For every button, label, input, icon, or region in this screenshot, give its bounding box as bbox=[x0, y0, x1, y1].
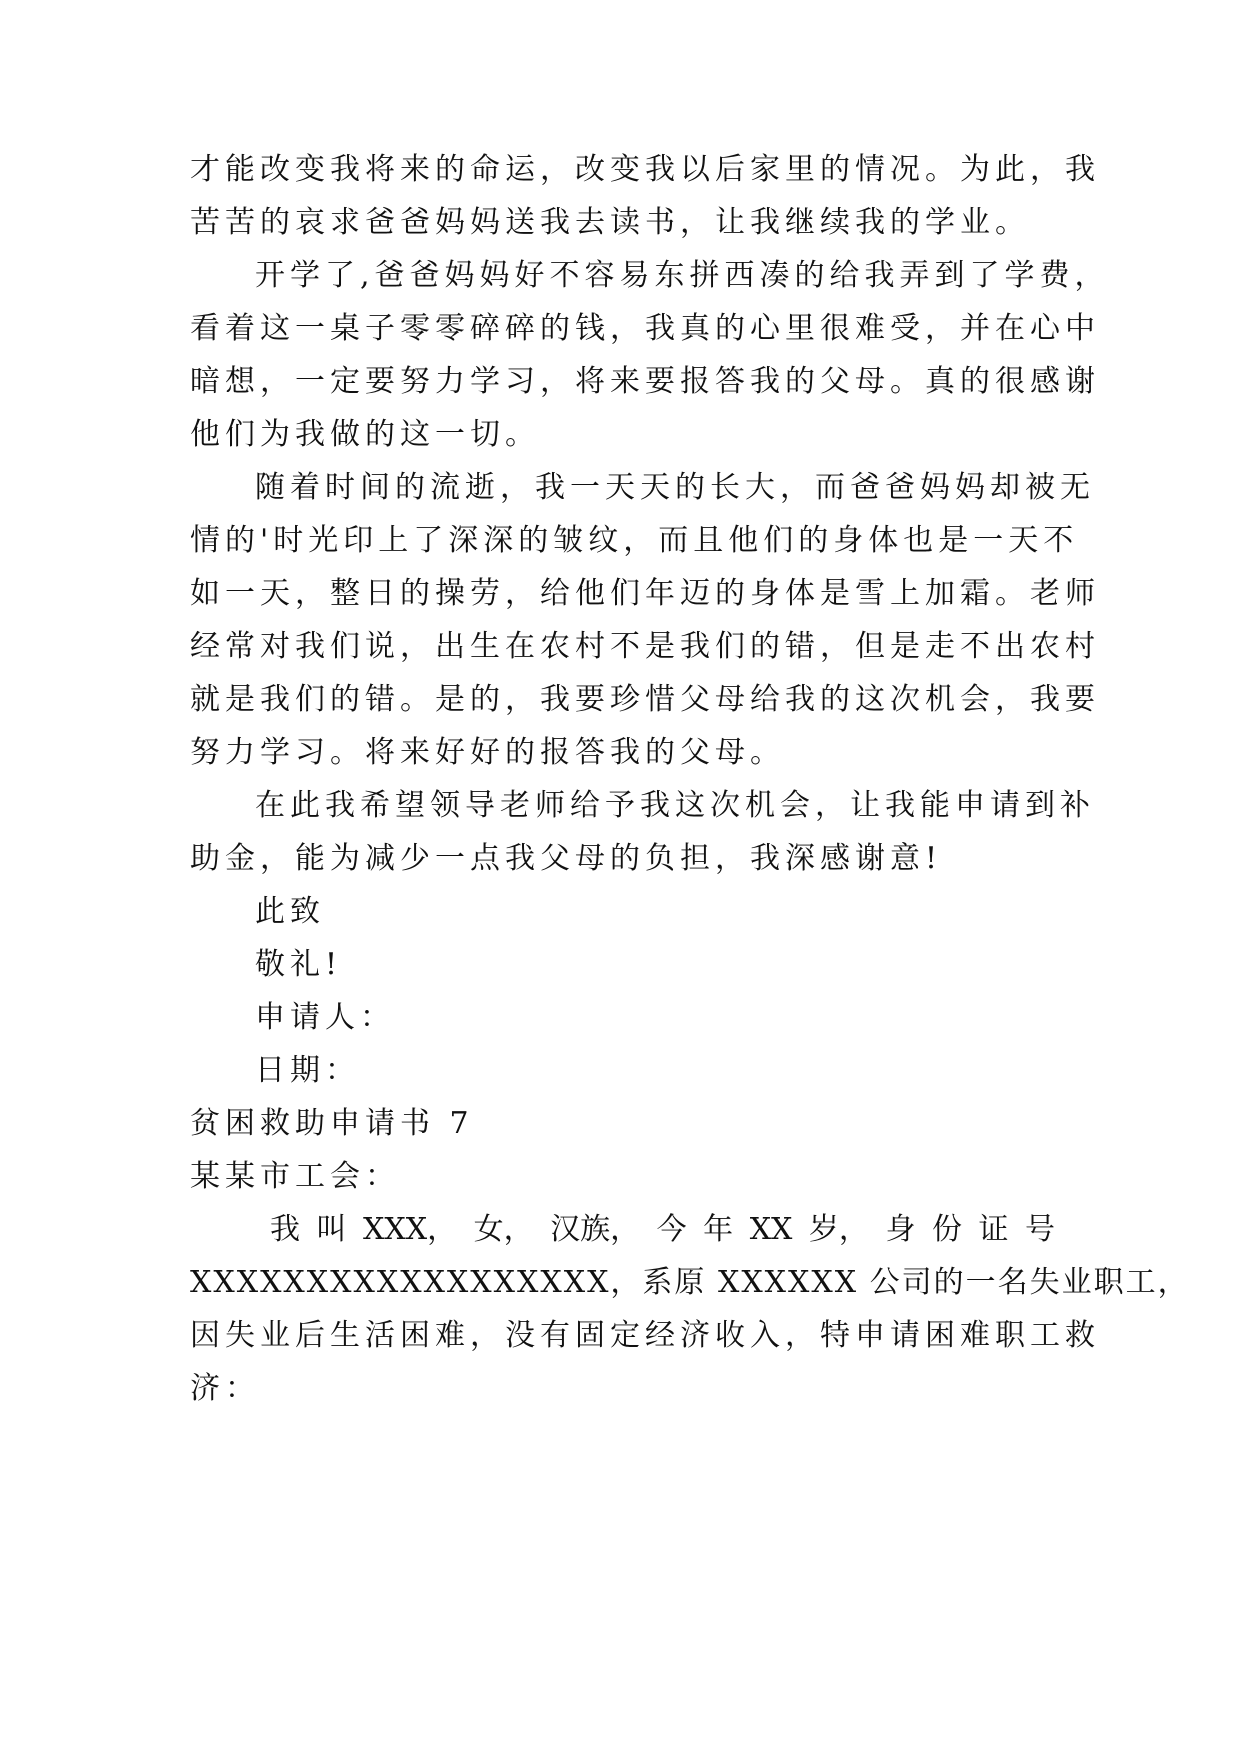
intro-part: 年 bbox=[703, 1212, 734, 1247]
salutation: 某某市工会： bbox=[190, 1159, 400, 1194]
paragraph-line: 随着时间的流逝，我一天天的长大，而爸爸妈妈却被无 bbox=[255, 470, 1095, 505]
closing-phrase: 此致 bbox=[255, 894, 325, 929]
paragraph-line: 努力学习。将来好好的报答我的父母。 bbox=[190, 735, 785, 770]
intro-part: 今 bbox=[656, 1212, 687, 1247]
paragraph-line: 因失业后生活困难，没有固定经济收入，特申请困难职工救 bbox=[190, 1318, 1100, 1353]
paragraph-line: 济： bbox=[190, 1371, 260, 1406]
paragraph-line: 情的'时光印上了深深的皱纹，而且他们的身体也是一天不 bbox=[190, 523, 1079, 558]
intro-part: 号 bbox=[1024, 1212, 1055, 1247]
section-title: 贫困救助申请书 7 bbox=[190, 1106, 474, 1141]
intro-part: XXX， bbox=[363, 1212, 458, 1247]
paragraph-line: 看着这一桌子零零碎碎的钱，我真的心里很难受，并在心中 bbox=[190, 311, 1100, 346]
paragraph-line: 就是我们的错。是的，我要珍惜父母给我的这次机会，我要 bbox=[190, 682, 1100, 717]
intro-part: 岁， bbox=[808, 1212, 869, 1247]
paragraph-line: 开学了,爸爸妈妈好不容易东拼西凑的给我弄到了学费， bbox=[255, 258, 1110, 293]
intro-part: 叫 bbox=[316, 1212, 347, 1247]
intro-part: 女， bbox=[473, 1212, 534, 1247]
paragraph-line: 在此我希望领导老师给予我这次机会，让我能申请到补 bbox=[255, 788, 1095, 823]
paragraph-line: 经常对我们说，出生在农村不是我们的错，但是走不出农村 bbox=[190, 629, 1100, 664]
intro-part: XX bbox=[749, 1212, 793, 1247]
intro-part: 我 bbox=[270, 1212, 300, 1247]
paragraph-line: 才能改变我将来的命运，改变我以后家里的情况。为此，我 bbox=[190, 152, 1100, 187]
applicant-label: 申请人： bbox=[255, 1000, 395, 1035]
intro-part: 证 bbox=[978, 1212, 1009, 1247]
paragraph-line: 他们为我做的这一切。 bbox=[190, 417, 540, 452]
paragraph-line: 苦苦的哀求爸爸妈妈送我去读书，让我继续我的学业。 bbox=[190, 205, 1030, 240]
intro-part: 身 bbox=[885, 1212, 916, 1247]
paragraph-line: XXXXXXXXXXXXXXXXXX，系原 XXXXXX 公司的一名失业职工， bbox=[190, 1265, 1190, 1300]
applicant-intro-line bbox=[270, 1210, 1055, 1250]
paragraph-line: 助金，能为减少一点我父母的负担，我深感谢意! bbox=[190, 841, 943, 876]
intro-part: 份 bbox=[931, 1212, 962, 1247]
closing-salute: 敬礼! bbox=[255, 947, 343, 982]
paragraph-line: 如一天，整日的操劳，给他们年迈的身体是雪上加霜。老师 bbox=[190, 576, 1100, 611]
intro-part: 汉族， bbox=[550, 1212, 641, 1247]
date-label: 日期： bbox=[255, 1053, 360, 1088]
paragraph-line: 暗想，一定要努力学习，将来要报答我的父母。真的很感谢 bbox=[190, 364, 1100, 399]
